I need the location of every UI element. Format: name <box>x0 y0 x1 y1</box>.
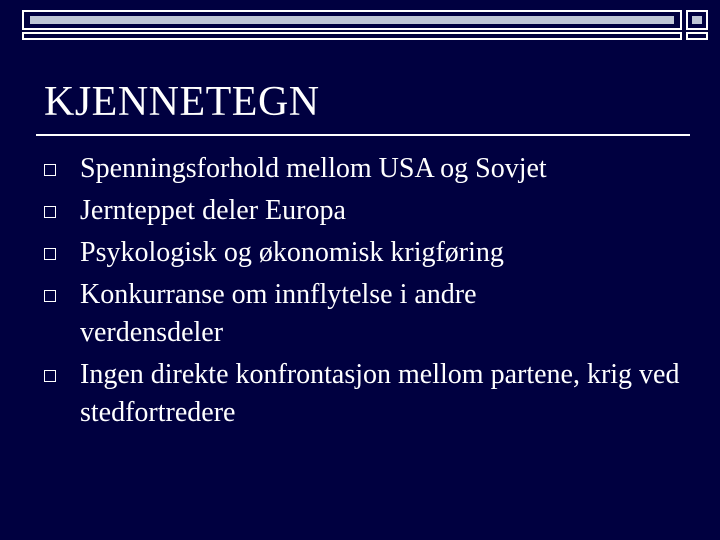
square-bullet-icon <box>44 206 56 218</box>
bullet-text: Ingen direkte konfrontasjon mellom partene, krig ved stedfortredere <box>80 359 680 428</box>
decorative-corner-stripe <box>686 32 708 40</box>
bullet-text: Psykologisk og økonomisk krigføring <box>80 237 504 268</box>
bullet-text: Jernteppet deler Europa <box>80 195 346 226</box>
slide-title: KJENNETEGN <box>44 79 320 125</box>
bullet-list <box>44 150 684 436</box>
title-underline <box>36 134 690 136</box>
list-item <box>44 234 684 272</box>
decorative-stripe <box>22 32 682 40</box>
decorative-top-bar <box>22 10 682 30</box>
square-bullet-icon <box>44 290 56 302</box>
bullet-text: Konkurranse om innflytelse i andre verdensdeler <box>80 279 477 348</box>
square-bullet-icon <box>44 164 56 176</box>
bullet-text: Spenningsforhold mellom USA og Sovjet <box>80 153 547 184</box>
square-bullet-icon <box>44 248 56 260</box>
list-item <box>44 276 684 352</box>
list-item <box>44 150 684 188</box>
list-item <box>44 192 684 230</box>
decorative-corner-box <box>686 10 708 30</box>
list-item <box>44 356 684 432</box>
square-bullet-icon <box>44 370 56 382</box>
